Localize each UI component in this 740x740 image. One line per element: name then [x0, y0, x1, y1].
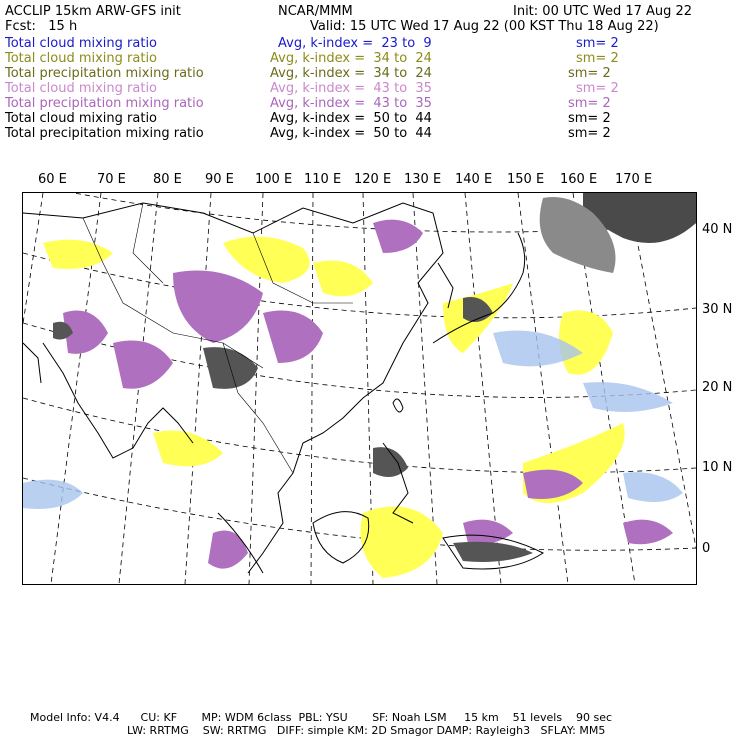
- product-title: ACCLIP 15km ARW-GFS init: [5, 4, 181, 19]
- valid-time: Valid: 15 UTC Wed 17 Aug 22 (00 KST Thu 18 Aug 22): [310, 19, 659, 34]
- field-name: Total cloud mixing ratio: [5, 51, 158, 66]
- map-panel: [22, 192, 697, 585]
- field-avg-range: Avg, k-index = 50 to 44: [270, 111, 432, 126]
- field-smoothing: sm= 2: [568, 96, 611, 111]
- lon-label: 170 E: [615, 172, 653, 187]
- coastline-borneo: [313, 512, 369, 563]
- precip-patch: [208, 531, 248, 569]
- field-avg-range: Avg, k-index = 34 to 24: [270, 51, 432, 66]
- lon-label: 90 E: [205, 172, 234, 187]
- lon-label: 100 E: [255, 172, 293, 187]
- field-avg-range: Avg, k-index = 43 to 35: [270, 81, 432, 96]
- lon-label: 80 E: [153, 172, 182, 187]
- lon-line: [185, 193, 211, 584]
- precip-patch: [173, 271, 263, 344]
- field-name: Total cloud mixing ratio: [5, 81, 158, 96]
- cloud-patch: [583, 382, 673, 412]
- init-time: Init: 00 UTC Wed 17 Aug 22: [513, 4, 693, 19]
- coastline-taiwan: [393, 399, 403, 412]
- lat-label: 20 N: [702, 380, 733, 395]
- precip-patch: [373, 447, 408, 477]
- field-name: Total precipitation mixing ratio: [5, 66, 204, 81]
- coastline-arabia: [23, 343, 41, 383]
- field-avg-range: Avg, k-index = 34 to 24: [270, 66, 432, 81]
- lon-label: 130 E: [404, 172, 442, 187]
- field-avg-range: Avg, k-index = 23 to 9: [278, 36, 432, 51]
- lon-line: [119, 193, 158, 584]
- precip-patch: [263, 311, 323, 364]
- field-smoothing: sm= 2: [576, 51, 619, 66]
- field-avg-range: Avg, k-index = 43 to 35: [270, 96, 432, 111]
- lon-label: 60 E: [38, 172, 67, 187]
- model-info-line1: Model Info: V4.4 CU: KF MP: WDM 6class PBL: YSU SF: Noah LSM 15 km 51 levels 90 sec: [30, 711, 613, 724]
- border: [133, 203, 163, 283]
- cloud-patch: [559, 311, 613, 375]
- field-name: Total cloud mixing ratio: [5, 111, 158, 126]
- lon-line: [311, 193, 313, 584]
- precip-patch: [453, 542, 533, 562]
- field-smoothing: sm= 2: [576, 36, 619, 51]
- lon-label: 140 E: [455, 172, 493, 187]
- field-avg-range: Avg, k-index = 50 to 44: [270, 126, 432, 141]
- field-name: Total precipitation mixing ratio: [5, 126, 204, 141]
- lon-label: 150 E: [507, 172, 545, 187]
- cloud-patch: [23, 480, 83, 509]
- field-name: Total cloud mixing ratio: [5, 36, 158, 51]
- forecast-hour: Fcst: 15 h: [5, 19, 78, 34]
- organization-label: NCAR/MMM: [278, 4, 353, 19]
- model-info-line2: LW: RRTMG SW: RRTMG DIFF: simple KM: 2D Smagor DAMP: Rayleigh3 SFLAY: MM5: [127, 724, 606, 737]
- lon-line: [22, 193, 43, 584]
- lon-label: 160 E: [560, 172, 598, 187]
- cloud-patch: [623, 472, 683, 502]
- cloud-patch: [223, 237, 310, 283]
- field-yellow: [43, 237, 625, 578]
- lon-label: 120 E: [354, 172, 392, 187]
- field-smoothing: sm= 2: [568, 66, 611, 81]
- lon-label: 110 E: [304, 172, 342, 187]
- field-smoothing: sm= 2: [568, 111, 611, 126]
- field-name: Total precipitation mixing ratio: [5, 96, 204, 111]
- lat-label: 40 N: [702, 222, 733, 237]
- lat-label: 0: [702, 541, 711, 556]
- lat-label: 10 N: [702, 460, 733, 475]
- field-smoothing: sm= 2: [568, 126, 611, 141]
- precip-patch: [463, 520, 513, 545]
- lat-label: 30 N: [702, 302, 733, 317]
- precip-patch: [373, 220, 423, 253]
- cloud-patch: [43, 240, 113, 269]
- lon-label: 70 E: [97, 172, 126, 187]
- precip-patch: [623, 520, 673, 545]
- precip-patch: [113, 341, 173, 389]
- field-smoothing: sm= 2: [576, 81, 619, 96]
- cloud-patch: [313, 261, 373, 297]
- field-dark-grey-northeast: [540, 193, 696, 273]
